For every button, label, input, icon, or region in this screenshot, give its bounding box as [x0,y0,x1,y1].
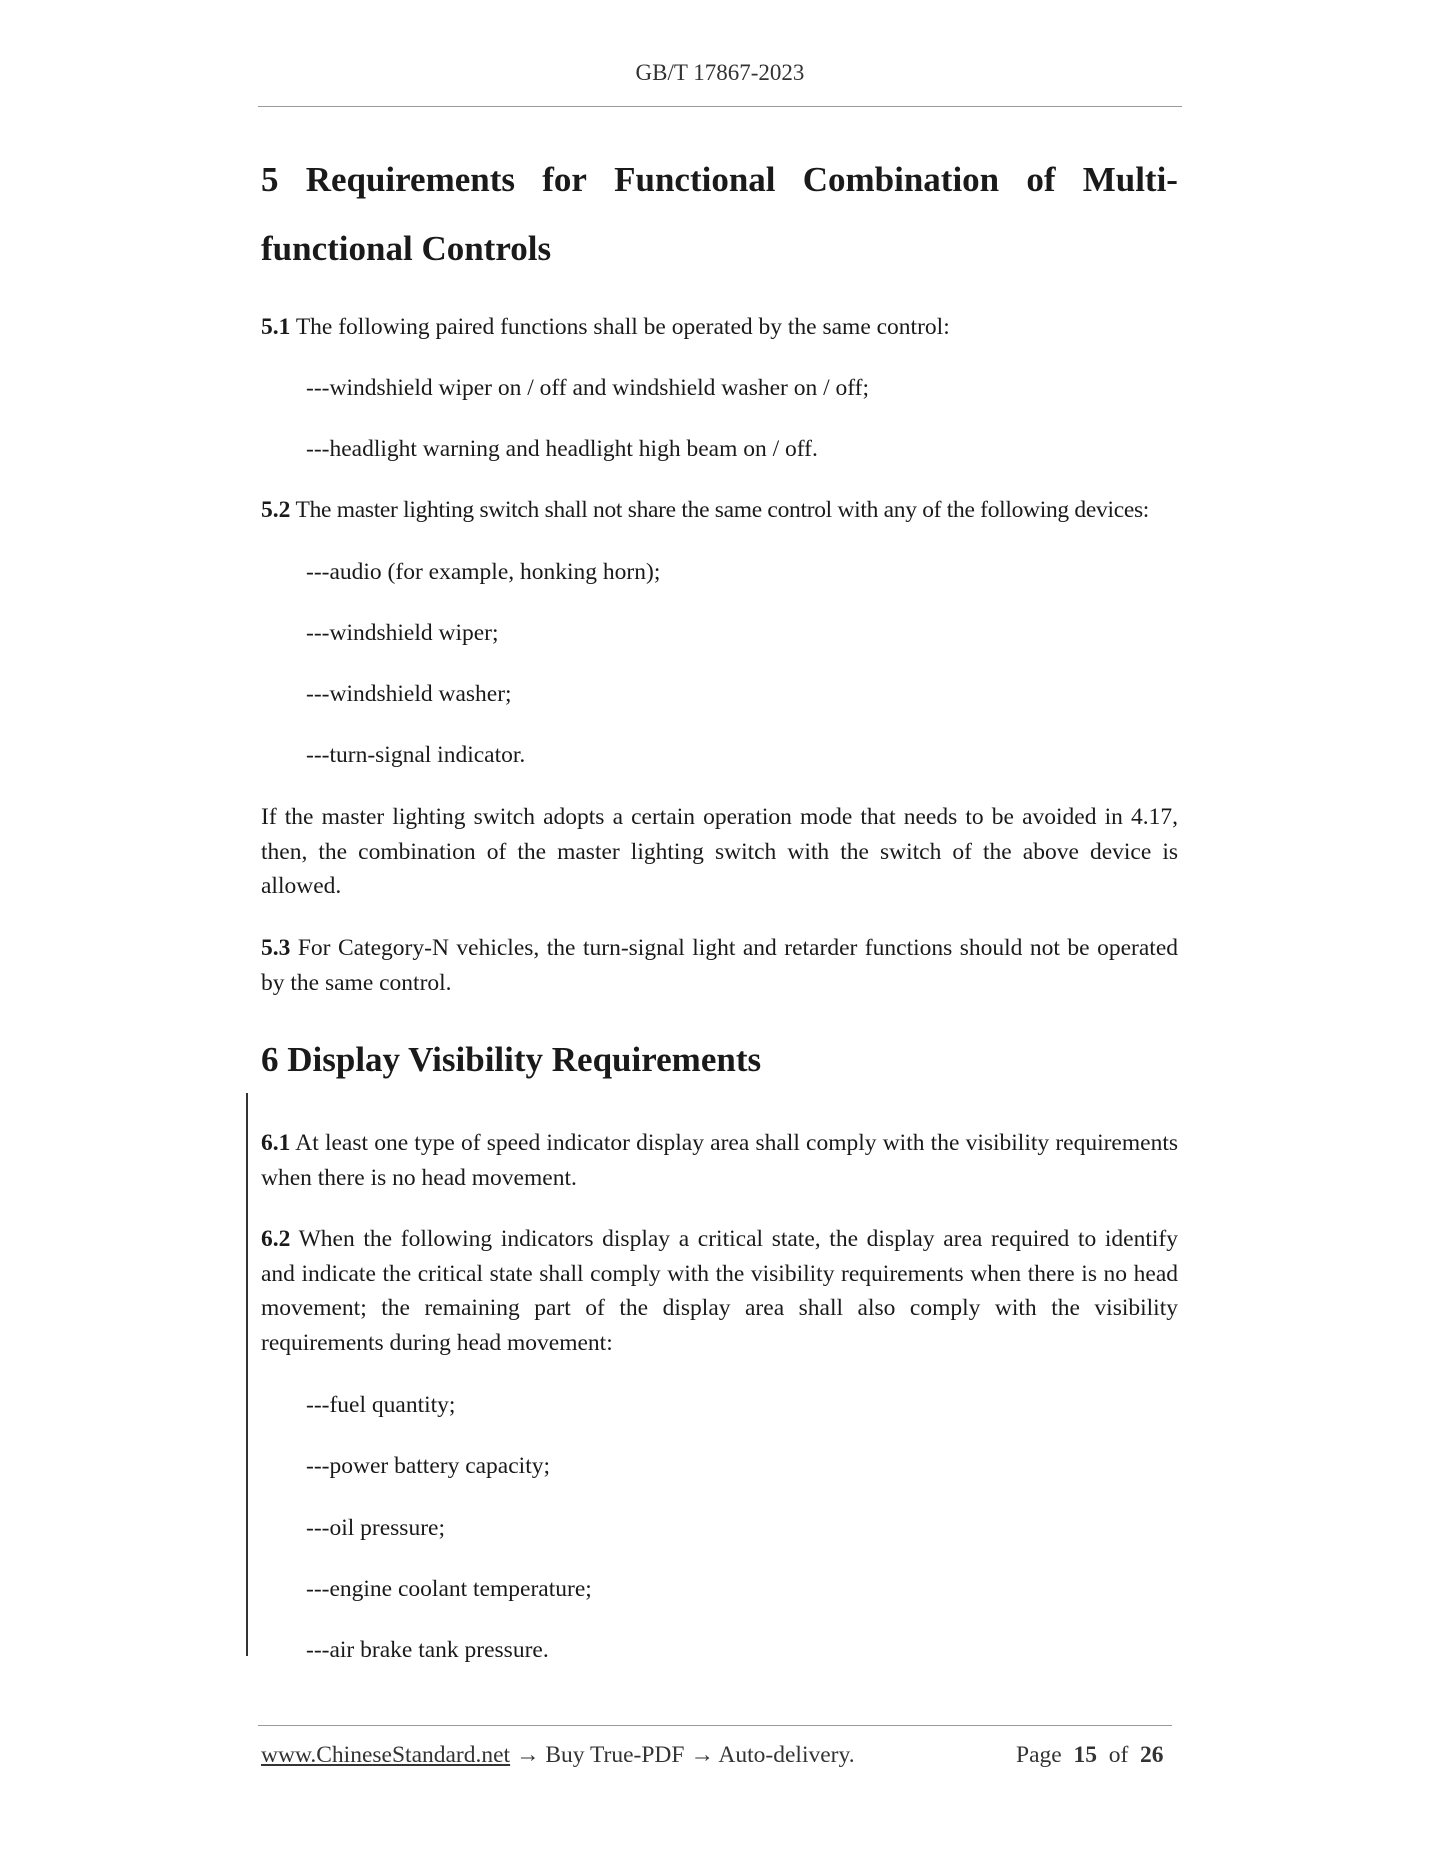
footer-divider [258,1725,1172,1726]
list-item: ---windshield wiper; [306,620,499,646]
clause-text: The master lighting switch shall not share the same control with any of the following devices: [290,497,1150,523]
delivery-text: Auto-delivery. [718,1742,855,1768]
section-6-heading: 6 Display Visibility Requirements [261,1040,762,1079]
heading-word: Multi- [1082,160,1178,199]
list-item: ---air brake tank pressure. [306,1637,549,1663]
list-item: ---windshield wiper on / off and windshield washer on / off; [306,375,870,401]
header-divider [258,106,1182,107]
clause-number: 5.3 [261,935,291,961]
clause-number: 5.2 [261,497,291,523]
clause-text: For Category-N vehicles, the turn-signal light and retarder functions should not be operated by the same control. [261,935,1178,996]
list-item: ---headlight warning and headlight high beam on / off. [306,436,818,462]
document-header: GB/T 17867-2023 [635,60,805,85]
clause-6-1 [261,1126,1178,1195]
current-page: 15 [1073,1742,1097,1768]
list-item: ---turn-signal indicator. [306,742,526,768]
arrow-right-icon: → [515,1742,540,1768]
list-item: ---windshield washer; [306,681,512,707]
clause-5-2-note: If the master lighting switch adopts a certain operation mode that needs to be avoided in 4.17, then, the combination of the master lighting switch with the switch of the above device is allowed. [261,804,1178,899]
clause-text: When the following indicators display a critical state, the display area required to identify and indicate the critical state shall comply with the visibility requirements when there is no head movement; the remaining part of the display area shall also comply with the visibility requirements during head movement: [261,1226,1178,1356]
clause-number: 6.2 [261,1226,291,1252]
website-link[interactable]: www.ChineseStandard.net [261,1742,511,1768]
heading-word: Requirements [305,160,516,199]
section-5-heading [261,160,1178,269]
clause-5-1 [261,310,1178,345]
clause-5-3 [261,931,1178,1000]
of-label: of [1108,1742,1129,1768]
page-label: Page [1016,1742,1062,1768]
clause-text: The following paired functions shall be operated by the same control: [290,314,950,340]
list-item: ---engine coolant temperature; [306,1576,592,1602]
heading-word: 5 [261,160,279,199]
list-item: ---fuel quantity; [306,1392,456,1418]
heading-word: Functional [614,160,776,199]
clause-number: 5.1 [261,314,291,340]
heading-line-2: functional Controls [261,229,552,268]
total-pages: 26 [1140,1742,1164,1768]
buy-pdf-text: Buy True-PDF [545,1742,685,1768]
clause-5-2 [261,493,1178,528]
list-item: ---oil pressure; [306,1515,445,1541]
revision-change-bar [246,1093,248,1656]
heading-word: Combination [802,160,1000,199]
heading-word: of [1026,160,1056,199]
footer-promo [261,1742,855,1769]
clause-number: 6.1 [261,1130,291,1156]
clause-text: At least one type of speed indicator display area shall comply with the visibility requirements when there is no head movement. [261,1130,1178,1191]
heading-word: for [542,160,587,199]
list-item: ---power battery capacity; [306,1453,551,1479]
list-item: ---audio (for example, honking horn); [306,559,661,585]
clause-6-2 [261,1222,1178,1360]
arrow-right-icon: → [690,1742,714,1768]
page-number [1016,1742,1164,1769]
